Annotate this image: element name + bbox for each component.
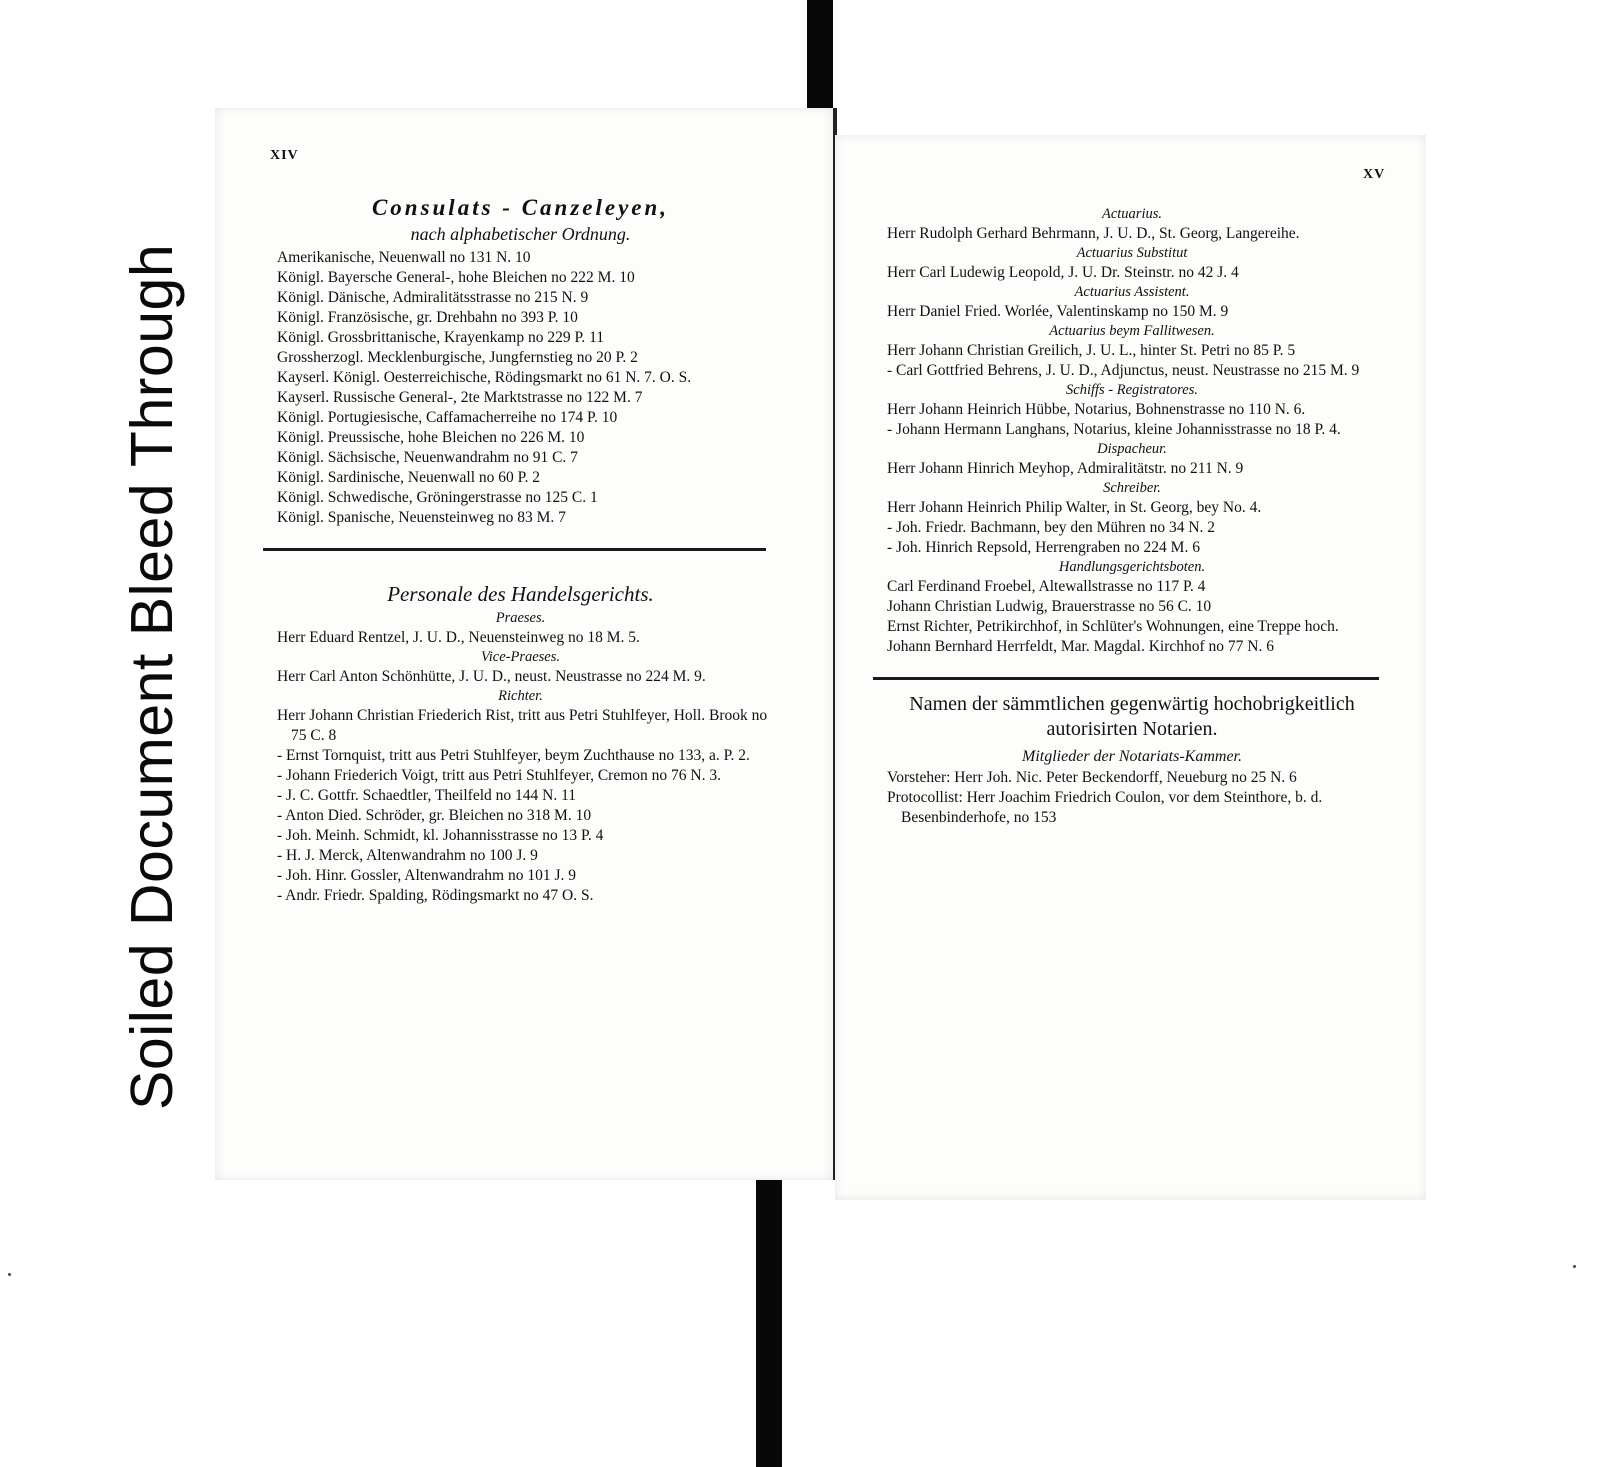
consulates-heading: Consulats - Canzeleyen,	[371, 195, 670, 220]
right-page	[835, 135, 1426, 1200]
court-heading: Personale des Handelsgerichts.	[387, 582, 654, 606]
list-item: - Carl Gottfried Behrens, J. U. D., Adjunctus, neust. Neustrasse no 215 M. 9	[887, 362, 1360, 379]
assistent-entry: Herr Daniel Fried. Worlée, Valentinskamp no 150 M. 9	[887, 303, 1229, 320]
list-item: Königl. Portugiesische, Caffamacherreihe no 174 P. 10	[277, 409, 618, 426]
list-item: - Joh. Meinh. Schmidt, kl. Johannisstrasse no 13 P. 4	[277, 827, 604, 844]
praeses-label: Praeses.	[495, 610, 546, 626]
list-item: Kayserl. Königl. Oesterreichische, Rödingsmarkt no 61 N. 7. O. S.	[277, 369, 692, 386]
section-divider	[263, 548, 766, 551]
left-page-content	[263, 194, 778, 906]
schreiber-label: Schreiber.	[1103, 480, 1161, 496]
list-item: Königl. Schwedische, Gröningerstrasse no 125 C. 1	[277, 489, 598, 506]
page-number: XIV	[270, 148, 299, 163]
substitut-entry: Herr Carl Ludewig Leopold, J. U. Dr. Steinstr. no 42 J. 4	[887, 264, 1239, 281]
list-item: Kayserl. Russische General-, 2te Marktstrasse no 122 M. 7	[277, 389, 643, 406]
list-item: Johann Bernhard Herrfeldt, Mar. Magdal. Kirchhof no 77 N. 6	[887, 638, 1274, 655]
vice-praeses-entry: Herr Carl Anton Schönhütte, J. U. D., neust. Neustrasse no 224 M. 9.	[277, 668, 706, 685]
list-item: - Johann Hermann Langhans, Notarius, kleine Johannisstrasse no 18 P. 4.	[887, 421, 1341, 438]
fallitwesen-label: Actuarius beym Fallitwesen.	[1049, 323, 1215, 339]
richter-list	[263, 706, 778, 906]
list-item: Königl. Bayersche General-, hohe Bleichen no 222 M. 10	[277, 269, 635, 286]
left-page	[215, 108, 837, 1180]
list-item: Johann Christian Ludwig, Brauerstrasse no 56 C. 10	[887, 598, 1212, 615]
list-item: Königl. Grossbrittanische, Krayenkamp no 229 P. 11	[277, 329, 605, 346]
vorsteher-entry: Vorsteher: Herr Joh. Nic. Peter Beckendorff, Neueburg no 25 N. 6	[887, 769, 1297, 786]
consulates-list	[263, 248, 778, 528]
list-item: - J. C. Gottfr. Schaedtler, Theilfeld no 144 N. 11	[277, 787, 576, 804]
list-item: Ernst Richter, Petrikirchhof, in Schlüter's Wohnungen, eine Treppe hoch.	[887, 618, 1339, 635]
list-item: Herr Johann Heinrich Philip Walter, in St. Georg, bey No. 4.	[887, 499, 1262, 516]
boten-label: Handlungsgerichtsboten.	[1058, 559, 1206, 575]
protocollist-entry: Protocollist: Herr Joachim Friedrich Coulon, vor dem Steinthore, b. d. Besenbinderhofe, no 153	[887, 789, 1323, 826]
vice-praeses-label: Vice-Praeses.	[480, 649, 561, 665]
praeses-entry: Herr Eduard Rentzel, J. U. D., Neuensteinweg no 18 M. 5.	[277, 629, 640, 646]
list-item: - Joh. Hinr. Gossler, Altenwandrahm no 101 J. 9	[277, 867, 577, 884]
list-item: Königl. Spanische, Neuensteinweg no 83 M. 7	[277, 509, 566, 526]
bleed-through-stamp: Soiled Document Bleed Through	[119, 243, 185, 1110]
list-item: - Andr. Friedr. Spalding, Rödingsmarkt no 47 O. S.	[277, 887, 594, 904]
list-item: Amerikanische, Neuenwall no 131 N. 10	[277, 249, 531, 266]
schiffs-label: Schiffs - Registratores.	[1066, 382, 1198, 398]
actuarius-entry: Herr Rudolph Gerhard Behrmann, J. U. D., St. Georg, Langereihe.	[887, 225, 1300, 242]
list-item: Carl Ferdinand Froebel, Altewallstrasse no 117 P. 4	[887, 578, 1206, 595]
assistent-label: Actuarius Assistent.	[1074, 284, 1190, 300]
notarien-heading: Namen der sämmtlichen gegenwärtig hochobrigkeitlich autorisirten Notarien.	[909, 693, 1355, 740]
speck-mark	[8, 1273, 11, 1276]
actuarius-label: Actuarius.	[1101, 206, 1162, 222]
list-item: Grossherzogl. Mecklenburgische, Jungfernstieg no 20 P. 2	[277, 349, 638, 366]
list-item: - Anton Died. Schröder, gr. Bleichen no 318 M. 10	[277, 807, 592, 824]
list-item: Königl. Sächsische, Neuenwandrahm no 91 C. 7	[277, 449, 578, 466]
list-item: Königl. Sardinische, Neuenwall no 60 P. 2	[277, 469, 541, 486]
list-item: - Ernst Tornquist, tritt aus Petri Stuhlfeyer, beym Zuchthause no 133, a. P. 2.	[277, 747, 750, 764]
list-item: Königl. Preussische, hohe Bleichen no 226 M. 10	[277, 429, 585, 446]
speck-mark	[1573, 1265, 1576, 1268]
list-item: Königl. Französische, gr. Drehbahn no 393 P. 10	[277, 309, 578, 326]
substitut-label: Actuarius Substitut	[1076, 245, 1188, 261]
list-item: Herr Johann Christian Greilich, J. U. L., hinter St. Petri no 85 P. 5	[887, 342, 1296, 359]
right-page-content	[873, 205, 1391, 828]
list-item: - Joh. Friedr. Bachmann, bey den Mühren no 34 N. 2	[887, 519, 1216, 536]
dispacheur-entry: Herr Johann Hinrich Meyhop, Admiralitätstr. no 211 N. 9	[887, 460, 1244, 477]
section-divider	[873, 677, 1379, 680]
list-item: Königl. Dänische, Admiralitätsstrasse no 215 N. 9	[277, 289, 589, 306]
list-item: - Johann Friederich Voigt, tritt aus Petri Stuhlfeyer, Cremon no 76 N. 3.	[277, 767, 721, 784]
binding-strip-bottom	[756, 1180, 782, 1467]
page-number: XV	[1363, 167, 1386, 182]
list-item: - H. J. Merck, Altenwandrahm no 100 J. 9	[277, 847, 538, 864]
list-item: Herr Johann Heinrich Hübbe, Notarius, Bohnenstrasse no 110 N. 6.	[887, 401, 1306, 418]
dispacheur-label: Dispacheur.	[1097, 441, 1167, 457]
list-item: - Joh. Hinrich Repsold, Herrengraben no 224 M. 6	[887, 539, 1200, 556]
richter-label: Richter.	[498, 688, 543, 704]
kammer-label: Mitglieder der Notariats-Kammer.	[1022, 748, 1242, 765]
consulates-subheading: nach alphabetischer Ordnung.	[410, 224, 631, 244]
list-item: Herr Johann Christian Friederich Rist, tritt aus Petri Stuhlfeyer, Holl. Brook no 75 C. 8	[277, 707, 768, 744]
